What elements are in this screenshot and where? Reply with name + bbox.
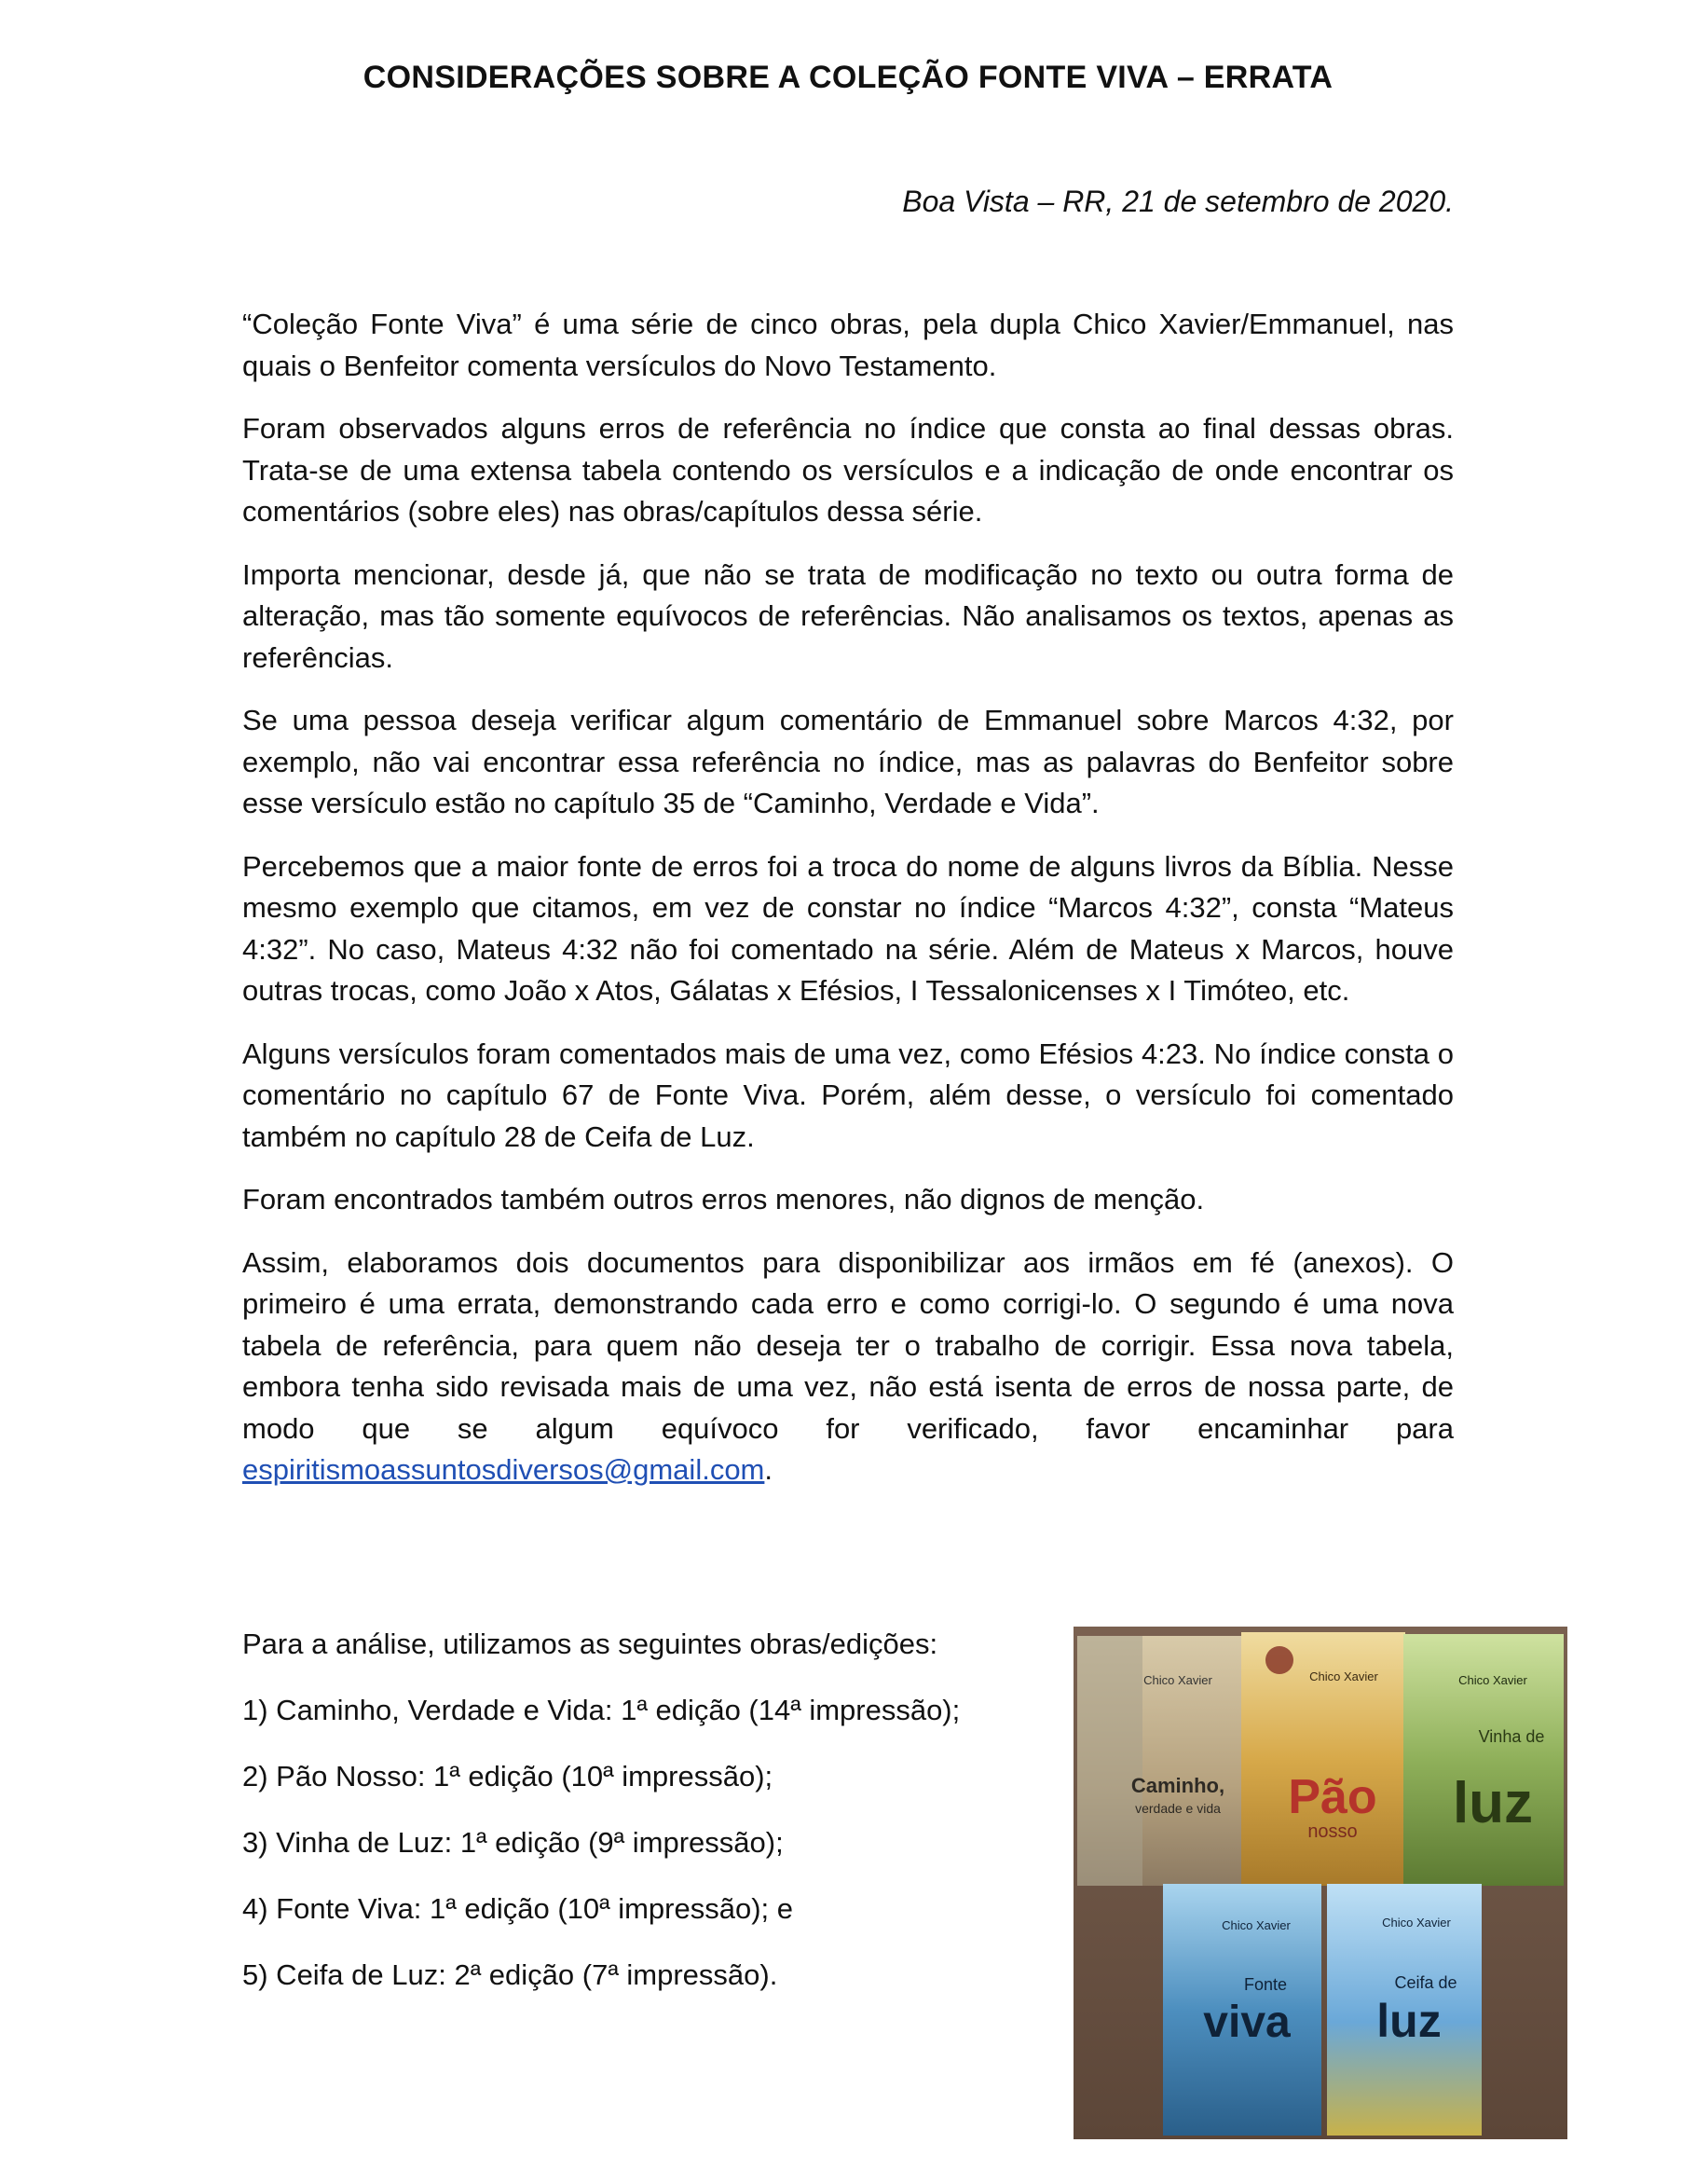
books-photo-svg	[1074, 1627, 1567, 2139]
edition-item: 2) Pão Nosso: 1ª edição (10ª impressão);	[242, 1760, 773, 1793]
paragraph: Alguns versículos foram comentados mais de uma vez, como Efésios 4:23. No índice consta o comentário no capítulo 67 de Fonte Viva. Porém, além desse, o versículo foi comentado também no capítulo 28 de Ceifa de Luz.	[242, 1037, 1454, 1153]
editions-list	[242, 1624, 1053, 2021]
book-title: viva	[1203, 1998, 1291, 2047]
book-title: Vinha de	[1478, 1727, 1545, 1746]
book-cover	[1241, 1632, 1405, 1886]
paragraph-contact	[242, 1243, 1454, 1491]
paragraph: Foram encontrados também outros erros menores, não dignos de menção.	[242, 1183, 1205, 1216]
books-photo	[1074, 1627, 1567, 2139]
book-cover	[1327, 1884, 1482, 2136]
book-cover	[1163, 1884, 1321, 2136]
paragraph: Importa mencionar, desde já, que não se trata de modificação no texto ou outra forma de alteração, mas tão somente equívocos de referências. Não analisamos os textos, apenas as referências.	[242, 557, 1454, 674]
book-title: Ceifa de	[1394, 1973, 1457, 1992]
book-title: Pão	[1288, 1770, 1377, 1824]
dateline: Boa Vista – RR, 21 de setembro de 2020.	[902, 185, 1454, 218]
edition-item: 1) Caminho, Verdade e Vida: 1ª edição (14ª impressão);	[242, 1694, 961, 1726]
book-author: Chico Xavier	[1382, 1916, 1451, 1930]
book-cover	[1077, 1636, 1243, 1886]
email-suffix: .	[764, 1453, 773, 1486]
paragraph: Se uma pessoa deseja verificar algum comentário de Emmanuel sobre Marcos 4:32, por exemplo, não vai encontrar essa referência no índice, mas as palavras do Benfeitor sobre esse versículo estão no capítulo 35 de “Caminho, Verdade e Vida”.	[242, 704, 1454, 819]
paragraph: “Coleção Fonte Viva” é uma série de cinco obras, pela dupla Chico Xavier/Emmanuel, nas quais o Benfeitor comenta versículos do Novo Testamento.	[242, 308, 1454, 382]
document-title: CONSIDERAÇÕES SOBRE A COLEÇÃO FONTE VIVA – ERRATA	[362, 60, 1334, 95]
edition-item: 3) Vinha de Luz: 1ª edição (9ª impressão);	[242, 1826, 784, 1859]
editions-intro: Para a análise, utilizamos as seguintes obras/edições:	[242, 1628, 938, 1660]
edition-item: 4) Fonte Viva: 1ª edição (10ª impressão); e	[242, 1892, 793, 1925]
edition-item: 5) Ceifa de Luz: 2ª edição (7ª impressão).	[242, 1958, 778, 1991]
book-title: luz	[1376, 1995, 1442, 2047]
book-title: Caminho,	[1130, 1774, 1225, 1797]
document-body	[242, 304, 1454, 1513]
paragraph: Percebemos que a maior fonte de erros foi a troca do nome de alguns livros da Bíblia. Nesse mesmo exemplo que citamos, em vez de constar no índice “Marcos 4:32”, consta “Mateus 4:32”. No caso, Mateus 4:32 não foi comentado na série. Além de Mateus x Marcos, houve outras trocas, como João x Atos, Gálatas x Efésios, I Tessalonicenses x I Timóteo, etc.	[242, 849, 1454, 1007]
book-author: Chico Xavier	[1309, 1669, 1378, 1683]
book-title: luz	[1452, 1771, 1534, 1835]
book-title: Fonte	[1243, 1975, 1288, 1994]
paragraph: Foram observados alguns erros de referência no índice que consta ao final dessas obras. Trata-se de uma extensa tabela contendo os versículos e a indicação de onde encontrar os comentários (sobre eles) nas obras/capítulos dessa série.	[242, 412, 1454, 528]
book-author: Chico Xavier	[1222, 1918, 1291, 1932]
book-author: Chico Xavier	[1143, 1673, 1212, 1687]
book-title: verdade e vida	[1135, 1801, 1221, 1816]
book-author: Chico Xavier	[1458, 1673, 1527, 1687]
paragraph-text: Assim, elaboramos dois documentos para disponibilizar aos irmãos em fé (anexos). O primeiro é uma errata, demonstrando cada erro e como corrigi-lo. O segundo é uma nova tabela de referência, para quem não deseja ter o trabalho de corrigir. Essa nova tabela, embora tenha sido revisada mais de uma vez, não está isenta de erros de nossa parte, de modo que se algum equívoco for verificado, favor encaminhar para	[242, 1245, 1454, 1445]
email-link[interactable]: espiritismoassuntosdiversos@gmail.com	[242, 1453, 765, 1486]
book-title: nosso	[1307, 1821, 1358, 1842]
book-cover	[1403, 1634, 1564, 1886]
